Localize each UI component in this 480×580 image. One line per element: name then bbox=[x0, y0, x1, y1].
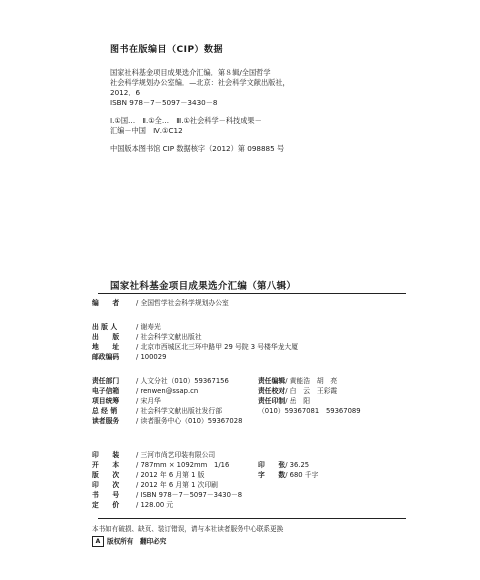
cip-line: 社会科学规划办公室编．—北京：社会科学文献出版社， bbox=[110, 78, 290, 87]
editorial-row bbox=[258, 386, 361, 396]
row-value: / 三河市尚艺印装有限公司 bbox=[136, 451, 216, 459]
editorial-row bbox=[92, 386, 242, 396]
row-label: 项目统筹 bbox=[92, 397, 120, 405]
row-value: / 社会科学文献出版社发行部 bbox=[136, 407, 223, 415]
print-row bbox=[92, 480, 242, 490]
editorial-row bbox=[258, 406, 361, 416]
publisher-row bbox=[92, 352, 298, 362]
print-left bbox=[92, 450, 242, 510]
cip-classification bbox=[110, 116, 262, 136]
cip-record: 中国版本图书馆 CIP 数据核字（2012）第 098885 号 bbox=[110, 144, 285, 153]
row-value: / 谢寿光 bbox=[136, 323, 161, 331]
row-value: / 社会科学文献出版社 bbox=[136, 333, 202, 341]
row-value: / 100029 bbox=[136, 353, 167, 361]
row-value: / 人文分社（010）59367156 bbox=[136, 377, 229, 385]
cip-line: 2012．6 bbox=[110, 88, 141, 97]
print-row bbox=[92, 460, 242, 470]
print-row bbox=[258, 460, 318, 470]
editorial-row bbox=[258, 396, 361, 406]
credit-editor bbox=[92, 298, 229, 308]
row-label: 出 版 bbox=[92, 333, 120, 341]
book-title-text: 国家社科基金项目成果选介汇编 bbox=[110, 281, 248, 292]
print-row bbox=[92, 490, 242, 500]
row-value: / 白 云 王彩霞 bbox=[285, 387, 338, 395]
print-row bbox=[258, 470, 318, 480]
print-row bbox=[92, 470, 242, 480]
rights-text: 版权所有 翻印必究 bbox=[107, 537, 167, 546]
row-label: 印 张 bbox=[258, 461, 286, 469]
row-label: 印 次 bbox=[92, 481, 120, 489]
row-value: / 读者服务中心（010）59367028 bbox=[136, 417, 243, 425]
row-value: / 2012 年 6 月第 1 版 bbox=[136, 471, 205, 479]
publisher-block bbox=[92, 322, 298, 362]
credit-value: / 全国哲学社会科学规划办公室 bbox=[136, 299, 229, 307]
title-divider bbox=[98, 293, 406, 294]
cip-isbn-line: ISBN 978－7－5097－3430－8 bbox=[110, 98, 218, 107]
row-value: / 岳 阳 bbox=[285, 397, 311, 405]
footer-rights bbox=[92, 536, 166, 547]
row-label: 定 价 bbox=[92, 501, 120, 509]
editorial-row bbox=[92, 416, 242, 426]
row-label: 邮政编码 bbox=[92, 353, 120, 361]
row-label: 责任校对 bbox=[258, 387, 286, 395]
row-value: / 128.00 元 bbox=[136, 501, 174, 509]
row-label: 字 数 bbox=[258, 471, 286, 479]
row-label: 责任编辑 bbox=[258, 377, 286, 385]
cip-line: 国家社科基金项目成果选介汇编．第８辑/全国哲学 bbox=[110, 68, 271, 77]
editorial-left bbox=[92, 376, 242, 426]
footer-divider bbox=[98, 518, 406, 519]
row-value: / 北京市西城区北三环中路甲 29 号院 3 号楼华龙大厦 bbox=[136, 343, 299, 351]
rights-logo: A bbox=[92, 536, 104, 547]
publisher-row bbox=[92, 322, 298, 332]
publisher-row bbox=[92, 342, 298, 352]
row-value: / 36.25 bbox=[285, 461, 310, 469]
row-label: 地 址 bbox=[92, 343, 120, 351]
row-value: / ISBN 978－7－5097－3430－8 bbox=[136, 491, 243, 499]
row-label: 责任印制 bbox=[258, 397, 286, 405]
row-value: / 787mm × 1092mm 1/16 bbox=[136, 461, 230, 469]
print-row bbox=[92, 500, 242, 510]
row-value: / 680 千字 bbox=[285, 471, 319, 479]
row-label: 开 本 bbox=[92, 461, 120, 469]
cip-class-line: Ⅰ.①国… Ⅱ.①全… Ⅲ.①社会科学－科技成果－ bbox=[110, 116, 262, 125]
row-label: 责任部门 bbox=[92, 377, 120, 385]
print-row bbox=[92, 450, 242, 460]
cip-heading: 图书在版编目（CIP）数据 bbox=[110, 45, 224, 55]
footer-notice: 本书如有破损、缺页、装订错误，请与本社读者服务中心联系更换 bbox=[92, 525, 284, 533]
book-title bbox=[110, 278, 296, 292]
cip-description bbox=[110, 68, 290, 108]
print-right bbox=[258, 460, 318, 480]
editorial-row bbox=[92, 406, 242, 416]
editorial-right bbox=[258, 376, 361, 416]
book-volume: （第八辑） bbox=[247, 281, 297, 292]
row-label: 印 装 bbox=[92, 451, 120, 459]
publisher-row bbox=[92, 332, 298, 342]
row-value: / 宋月华 bbox=[136, 397, 161, 405]
row-label: 版 次 bbox=[92, 471, 120, 479]
editorial-row bbox=[92, 376, 242, 386]
editorial-row bbox=[92, 396, 242, 406]
credit-label: 编 者 bbox=[92, 299, 120, 307]
row-label: 读者服务 bbox=[92, 417, 120, 425]
row-label: 书 号 bbox=[92, 491, 120, 499]
row-value: / 2012 年 6 月第 1 次印刷 bbox=[136, 481, 218, 489]
cip-class-line: 汇编－中国 Ⅳ.①C12 bbox=[110, 126, 183, 135]
row-value: / renwen@ssap.cn bbox=[136, 387, 199, 395]
row-value: / 黄能浩 胡 亮 bbox=[285, 377, 338, 385]
row-label: 总 经 销 bbox=[92, 407, 118, 415]
editorial-row bbox=[258, 376, 361, 386]
row-label: 出 版 人 bbox=[92, 323, 118, 331]
row-value: （010）59367081 59367089 bbox=[258, 407, 361, 415]
row-label: 电子信箱 bbox=[92, 387, 120, 395]
